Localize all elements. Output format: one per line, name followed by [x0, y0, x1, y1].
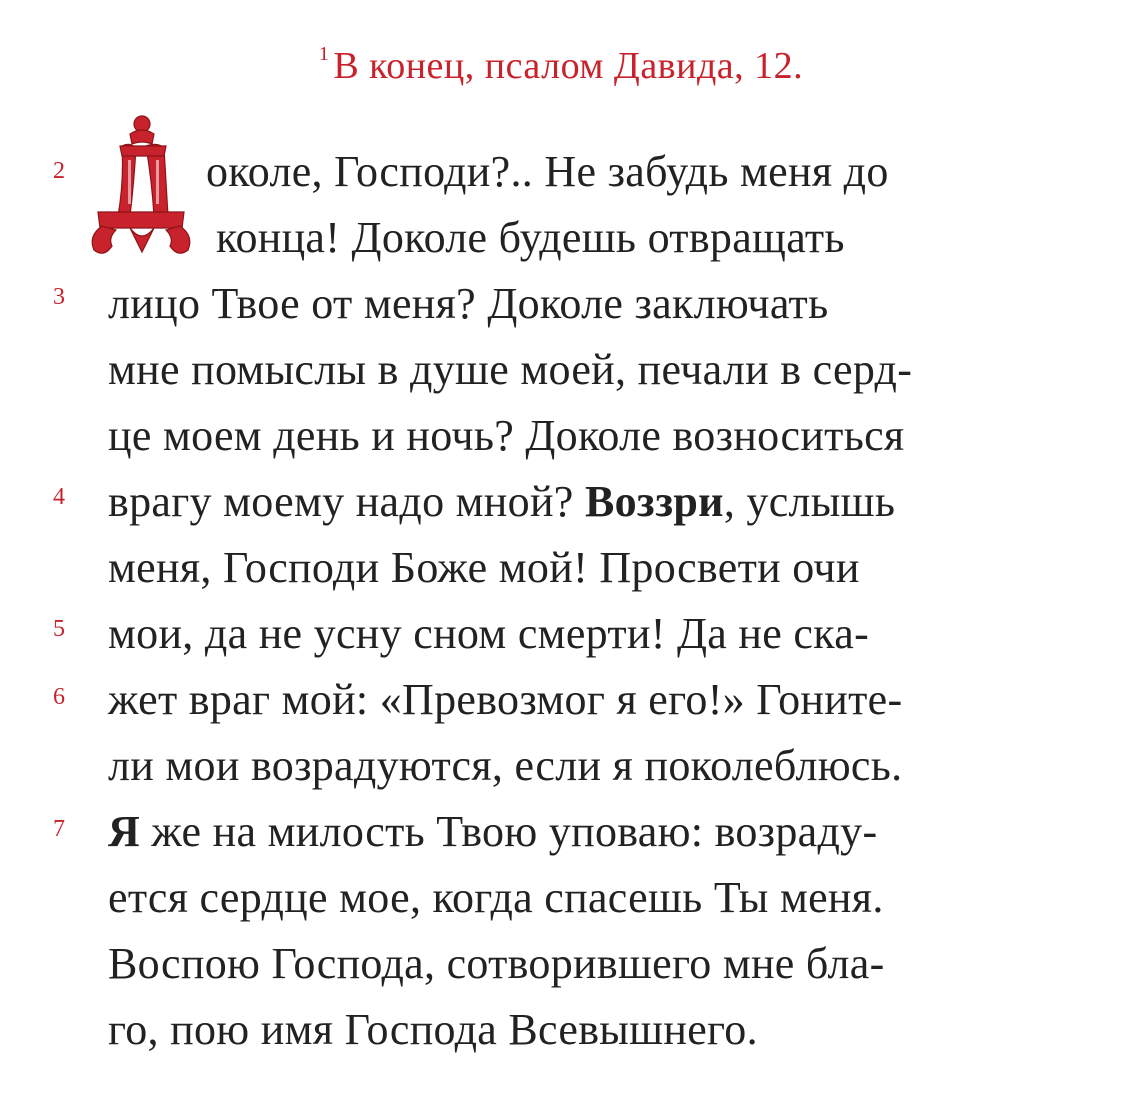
- text-line-10: ли мои возрадуются, если я поколеблюсь.: [108, 741, 903, 790]
- text-line-6-post: , услышь: [723, 477, 896, 526]
- psalm-title: [0, 44, 1122, 88]
- text-line-13: Воспою Господа, сотворившего мне бла-: [108, 939, 885, 988]
- text-line-6-bold: Воззри: [584, 477, 724, 526]
- title-superscript: 1: [318, 43, 330, 66]
- text-line-6-pre: врагу моему надо мной?: [108, 477, 585, 526]
- text-line-14: го, пою имя Господа Всевышнего.: [108, 1005, 758, 1054]
- text-line-5: це моем день и ночь? Доколе возноситься: [108, 411, 905, 460]
- verse-number-6: 6: [53, 684, 65, 710]
- text-line-11: [108, 806, 877, 857]
- verse-number-5: 5: [53, 616, 65, 642]
- text-line-1: околе, Господи?.. Не забудь меня до: [206, 147, 889, 196]
- text-line-11-post: же на милость Твою уповаю: возраду-: [140, 807, 878, 856]
- verse-number-2: 2: [53, 158, 65, 184]
- text-line-4: мне помыслы в душе моей, печали в серд-: [108, 345, 913, 394]
- text-line-6: [108, 476, 895, 527]
- text-line-8: мои, да не усну сном смерти! Да не ска-: [108, 609, 870, 658]
- text-line-12: ется сердце мое, когда спасешь Ты меня.: [108, 873, 884, 922]
- text-line-2: конца! Доколе будешь отвращать: [216, 213, 845, 262]
- verse-number-7: 7: [53, 816, 65, 842]
- verse-number-3: 3: [53, 284, 65, 310]
- text-line-7: меня, Господи Боже мой! Просвети очи: [108, 543, 860, 592]
- text-line-11-bold: Я: [108, 807, 141, 856]
- verse-number-4: 4: [53, 484, 65, 510]
- text-line-3: лицо Твое от меня? Доколе заключать: [108, 279, 829, 328]
- title-text: В конец, псалом Давида, 12.: [333, 45, 804, 87]
- drop-cap-letter-d: [84, 112, 196, 262]
- text-line-9: жет враг мой: «Превозмог я его!» Гоните-: [108, 675, 903, 724]
